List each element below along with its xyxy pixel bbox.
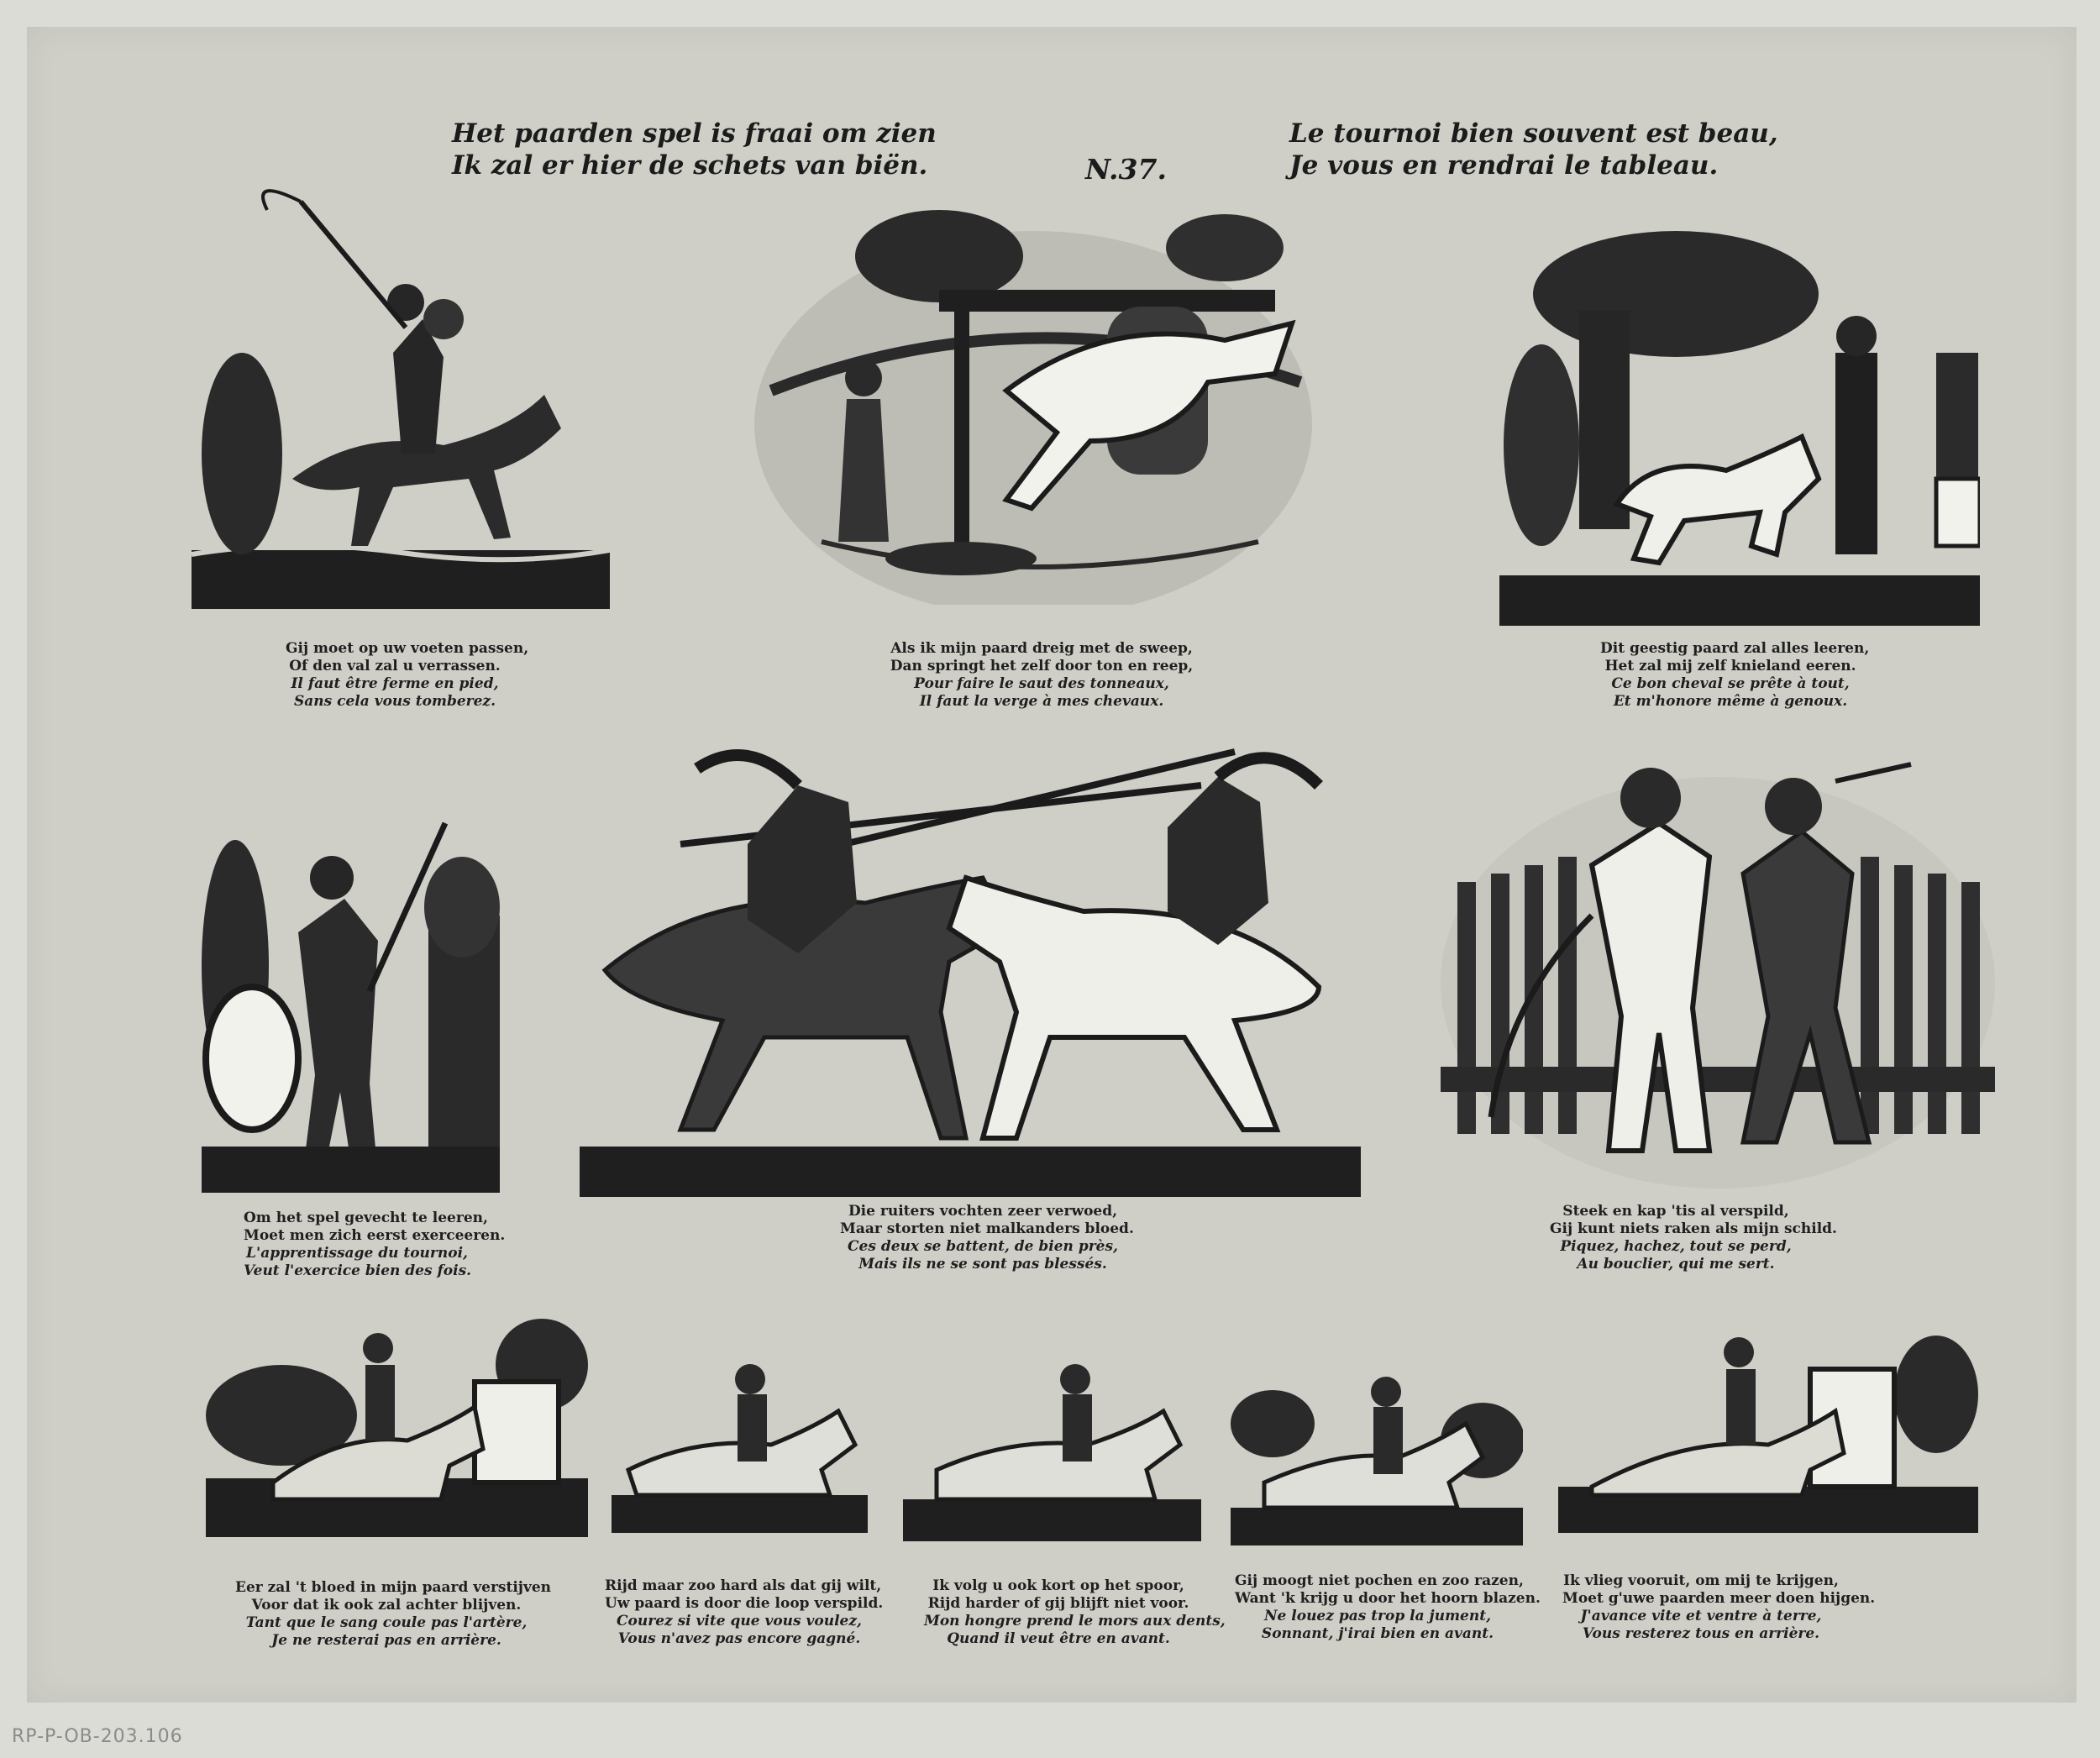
dutch-title: Het paarden spel is fraai om zien Ik zal er hier de schets van biën. bbox=[452, 118, 937, 181]
woodcut-rider-2 bbox=[612, 1361, 868, 1533]
verse-4: Om het spel gevecht te leeren, Moet men zich eerst exerceeren. L'apprentissage du tournoi, Veut l'exercice bien des fois. bbox=[244, 1210, 506, 1279]
sheet-number: N.37. bbox=[1085, 153, 1167, 186]
woodcut-rider-3 bbox=[903, 1361, 1201, 1541]
french-title: Le tournoi bien souvent est beau, Je vous en rendrai le tableau. bbox=[1289, 118, 1778, 181]
woodcut-rider-house-1 bbox=[206, 1315, 588, 1537]
woodcut-soldier-shield bbox=[202, 806, 500, 1197]
woodcut-joust bbox=[580, 735, 1361, 1201]
woodcut-kneeling-horse bbox=[1499, 227, 1980, 630]
verse-7: Eer zal 't bloed in mijn paard verstijven Voor dat ik ook zal achter blijven. Tant que le sang coule pas l'artère, Je ne resterai pas en arrière. bbox=[235, 1579, 552, 1649]
woodcut-sword-fight bbox=[1441, 731, 1995, 1189]
woodcut-rider-horn bbox=[1231, 1373, 1523, 1545]
verse-11: Ik vlieg vooruit, om mij te krijgen, Moet g'uwe paarden meer doen hijgen. J'avance vite et ventre à terre, Vous resterez tous en arrière. bbox=[1562, 1572, 1876, 1642]
woodcut-barrel-jump bbox=[754, 189, 1312, 605]
inventory-inscription: RP-P-OB-203.106 bbox=[12, 1726, 183, 1747]
verse-3: Dit geestig paard zal alles leeren, Het zal mij zelf knieland eeren. Ce bon cheval se prête à tout, Et m'honore même à genoux. bbox=[1600, 640, 1870, 710]
woodcut-rider-house-2 bbox=[1558, 1319, 1978, 1533]
verse-8: Rijd maar zoo hard als dat gij wilt, Uw paard is door die loop verspild. Courez si vite que vous voulez, Vous n'avez pas encore gagné. bbox=[605, 1577, 884, 1647]
verse-6: Steek en kap 'tis al verspild, Gij kunt niets raken als mijn schild. Piquez, hachez, tout se perd, Au bouclier, qui me sert. bbox=[1550, 1203, 1837, 1273]
verse-2: Als ik mijn paard dreig met de sweep, Dan springt het zelf door ton en reep, Pour faire le saut des tonneaux, Il faut la verge à mes chevaux. bbox=[890, 640, 1194, 710]
verse-9: Ik volg u ook kort op het spoor, Rijd harder of gij blijft niet voor. Mon hongre prend le mors aux dents, Quand il veut être en avant. bbox=[924, 1577, 1226, 1647]
verse-1: Gij moet op uw voeten passen, Of den val zal u verrassen. Il faut être ferme en pied, Sans cela vous tomberez. bbox=[286, 640, 529, 710]
woodcut-standing-rider bbox=[192, 176, 610, 613]
verse-10: Gij moogt niet pochen en zoo razen, Want 'k krijg u door het hoorn blazen. Ne louez pas trop la jument, Sonnant, j'irai bien en avant. bbox=[1235, 1572, 1541, 1642]
verse-5: Die ruiters vochten zeer verwoed, Maar storten niet malkanders bloed. Ces deux se battent, de bien près, Mais ils ne se sont pas blessés. bbox=[840, 1203, 1134, 1273]
